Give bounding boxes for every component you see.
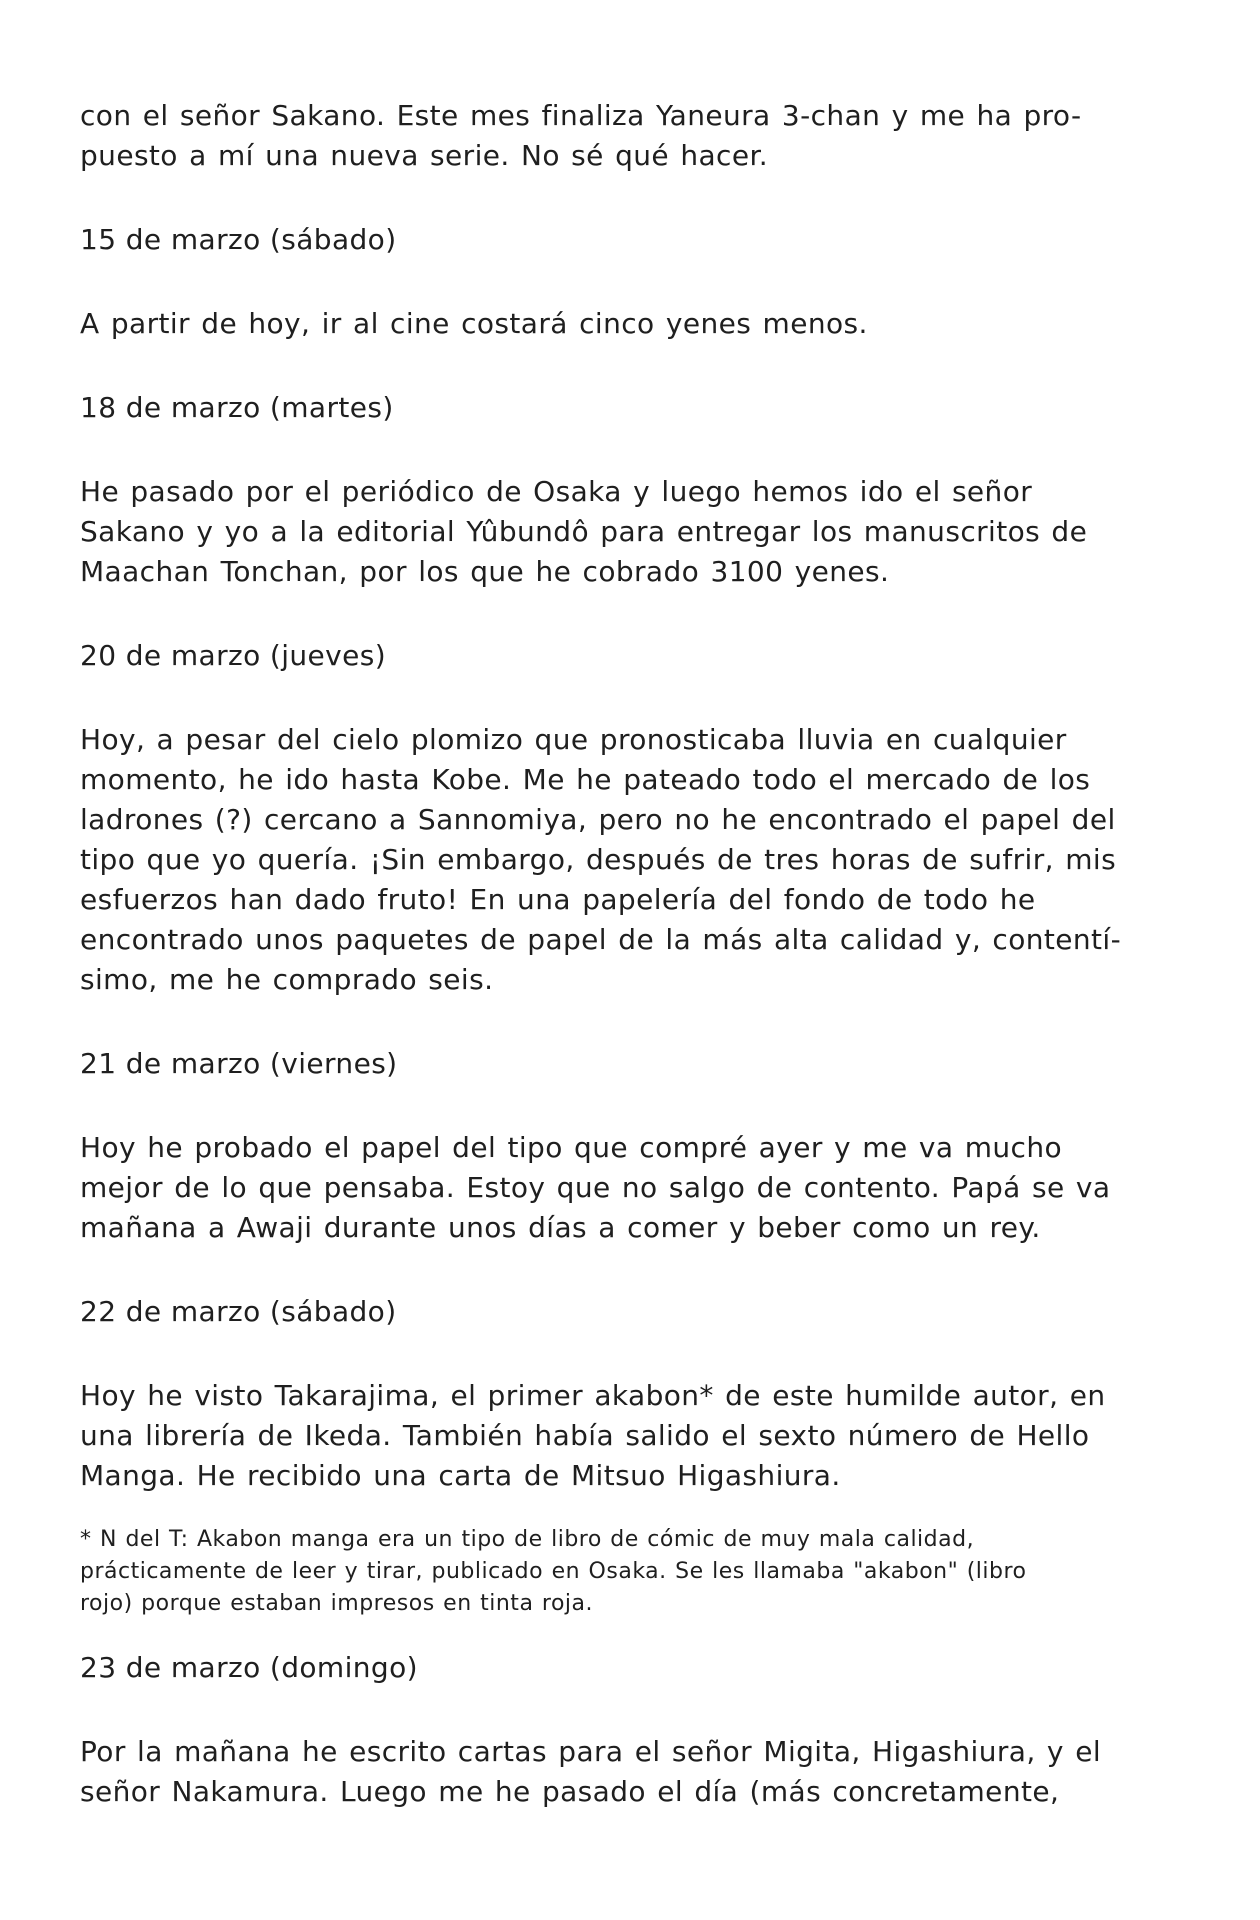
text-line: momento, he ido hasta Kobe. Me he pateado todo el mercado de los <box>80 763 1091 796</box>
text-line: puesto a mí una nueva serie. No sé qué hacer. <box>80 139 769 172</box>
text-line: mejor de lo que pensaba. Estoy que no salgo de contento. Papá se va <box>80 1171 1111 1204</box>
text-line: Sakano y yo a la editorial Yûbundô para entregar los manuscritos de <box>80 515 1088 548</box>
text-line: una librería de Ikeda. También había salido el sexto número de Hello <box>80 1419 1090 1452</box>
text-line: simo, me he comprado seis. <box>80 963 494 996</box>
text-line: Hoy he visto Takarajima, el primer akabon* de este humilde autor, en <box>80 1379 1106 1412</box>
entry-text-18 <box>80 472 1200 592</box>
entry-date-23: 23 de marzo (domingo) <box>80 1651 418 1684</box>
text-line: encontrado unos paquetes de papel de la más alta calidad y, contentí- <box>80 923 1122 956</box>
entry-text-20 <box>80 720 1200 1000</box>
entry-date-15: 15 de marzo (sábado) <box>80 223 397 256</box>
text-line: A partir de hoy, ir al cine costará cinco yenes menos. <box>80 307 868 340</box>
opening-paragraph <box>80 96 1200 176</box>
text-line: mañana a Awaji durante unos días a comer y beber como un rey. <box>80 1211 1041 1244</box>
text-line: Manga. He recibido una carta de Mitsuo Higashiura. <box>80 1459 841 1492</box>
text-line: tipo que yo quería. ¡Sin embargo, después de tres horas de sufrir, mis <box>80 843 1117 876</box>
footnote-line: prácticamente de leer y tirar, publicado en Osaka. Se les llamaba "akabon" (libro <box>80 1559 1027 1584</box>
entry-date-20: 20 de marzo (jueves) <box>80 639 387 672</box>
entry-date-18: 18 de marzo (martes) <box>80 391 394 424</box>
footnote-line: * N del T: Akabon manga era un tipo de libro de cómic de muy mala calidad, <box>80 1527 975 1552</box>
entry-date-22: 22 de marzo (sábado) <box>80 1295 397 1328</box>
entry-date-21: 21 de marzo (viernes) <box>80 1047 398 1080</box>
translator-footnote <box>80 1524 1200 1620</box>
text-line: He pasado por el periódico de Osaka y luego hemos ido el señor <box>80 475 1033 508</box>
entry-text-23 <box>80 1732 1200 1812</box>
text-line: señor Nakamura. Luego me he pasado el día (más concretamente, <box>80 1775 1060 1808</box>
entry-text-21 <box>80 1128 1200 1248</box>
footnote-line: rojo) porque estaban impresos en tinta roja. <box>80 1591 594 1616</box>
text-line: esfuerzos han dado fruto! En una papelería del fondo de todo he <box>80 883 1036 916</box>
diary-page <box>80 96 1200 1812</box>
entry-text-15 <box>80 304 1200 344</box>
text-line: con el señor Sakano. Este mes finaliza Yaneura 3-chan y me ha pro- <box>80 99 1082 132</box>
text-line: ladrones (?) cercano a Sannomiya, pero no he encontrado el papel del <box>80 803 1116 836</box>
text-line: Hoy he probado el papel del tipo que compré ayer y me va mucho <box>80 1131 1063 1164</box>
text-line: Hoy, a pesar del cielo plomizo que pronosticaba lluvia en cualquier <box>80 723 1067 756</box>
text-line: Por la mañana he escrito cartas para el señor Migita, Higashiura, y el <box>80 1735 1101 1768</box>
text-line: Maachan Tonchan, por los que he cobrado 3100 yenes. <box>80 555 890 588</box>
entry-text-22 <box>80 1376 1200 1496</box>
